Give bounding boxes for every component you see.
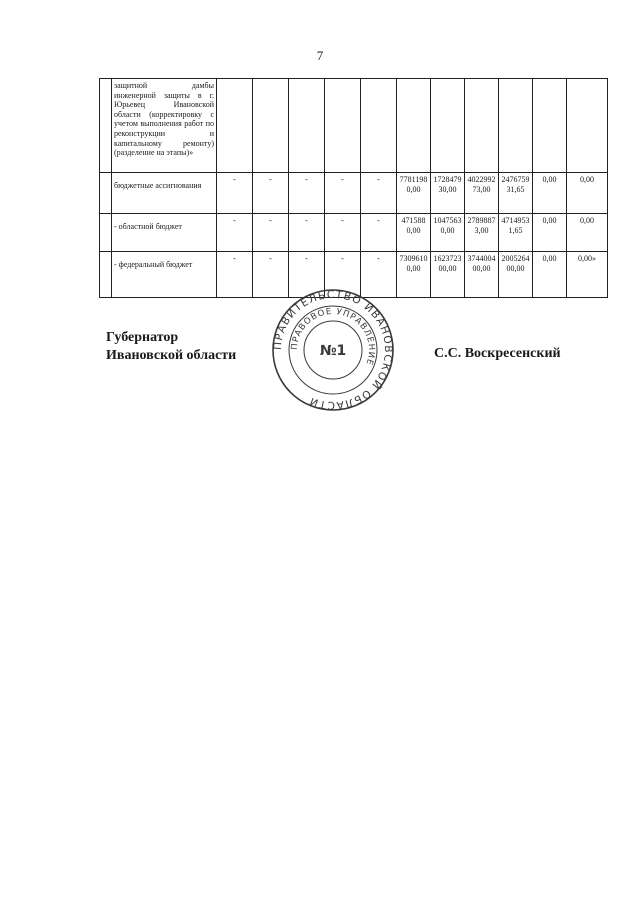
seal-inner-text: ПРАВОВОЕ УПРАВЛЕНИЕ <box>289 306 377 367</box>
cell-value: 27898873,00 <box>465 214 499 252</box>
table-row-budget-total <box>100 173 608 214</box>
cell-value: 247675931,65 <box>499 173 533 214</box>
cell-dash: - <box>289 214 325 252</box>
cell-value: 0,00 <box>533 252 567 298</box>
cell-value: 10475630,00 <box>431 214 465 252</box>
official-seal <box>271 288 395 412</box>
signatory-title-line1: Губернатор <box>106 330 179 345</box>
cell-value: 47149531,65 <box>499 214 533 252</box>
cell-value: 7309610 0,00 <box>397 252 431 298</box>
cell-dash: - <box>217 214 253 252</box>
cell-value: 402299273,00 <box>465 173 499 214</box>
cell-dash: - <box>325 173 361 214</box>
cell-value: 200526400,00 <box>499 252 533 298</box>
cell-dash: - <box>253 173 289 214</box>
cell-dash: - <box>217 252 253 298</box>
cell-value: 0,00 <box>533 214 567 252</box>
cell-dash: - <box>253 252 289 298</box>
cell-dash: - <box>325 214 361 252</box>
cell-value: 0,00 <box>533 173 567 214</box>
budget-table <box>99 78 608 298</box>
cell-dash: - <box>217 173 253 214</box>
signatory-name: С.С. Воскресенский <box>434 346 561 361</box>
row-label: бюджетные ассигнования <box>112 173 217 214</box>
cell-dash: - <box>289 252 325 298</box>
measure-description: защитной дамбы инженерной защиты в г. Юрьевец Ивановской области (корректировку с учетом выполнения работ по реконструкции и капитальному ремонту) (разделение на этапы)» <box>112 79 217 173</box>
row-label: - федеральный бюджет <box>112 252 217 298</box>
cell-dash: - <box>361 214 397 252</box>
signatory-title <box>106 329 236 365</box>
cell-value: 0,00 <box>567 214 608 252</box>
cell-value: 4715880,00 <box>397 214 431 252</box>
row-label: - областной бюджет <box>112 214 217 252</box>
seal-outer-text: ПРАВИТЕЛЬСТВО ИВАНОВСКОЙ ОБЛАСТИ <box>271 288 395 412</box>
cell-dash: - <box>253 214 289 252</box>
cell-value: 77811980,00 <box>397 173 431 214</box>
cell-dash: - <box>289 173 325 214</box>
cell-value: 0,00» <box>567 252 608 298</box>
cell-value: 374400400,00 <box>465 252 499 298</box>
cell-value: 172847930,00 <box>431 173 465 214</box>
cell-value: 0,00 <box>567 173 608 214</box>
cell-dash: - <box>361 173 397 214</box>
signatory-title-line2: Ивановской области <box>106 348 237 363</box>
cell-dash: - <box>325 252 361 298</box>
cell-dash: - <box>361 252 397 298</box>
cell-value: 162372300,00 <box>431 252 465 298</box>
seal-number: №1 <box>319 343 347 359</box>
table-row <box>100 79 608 173</box>
table-row-regional-budget <box>100 214 608 252</box>
page-number: 7 <box>316 48 324 63</box>
